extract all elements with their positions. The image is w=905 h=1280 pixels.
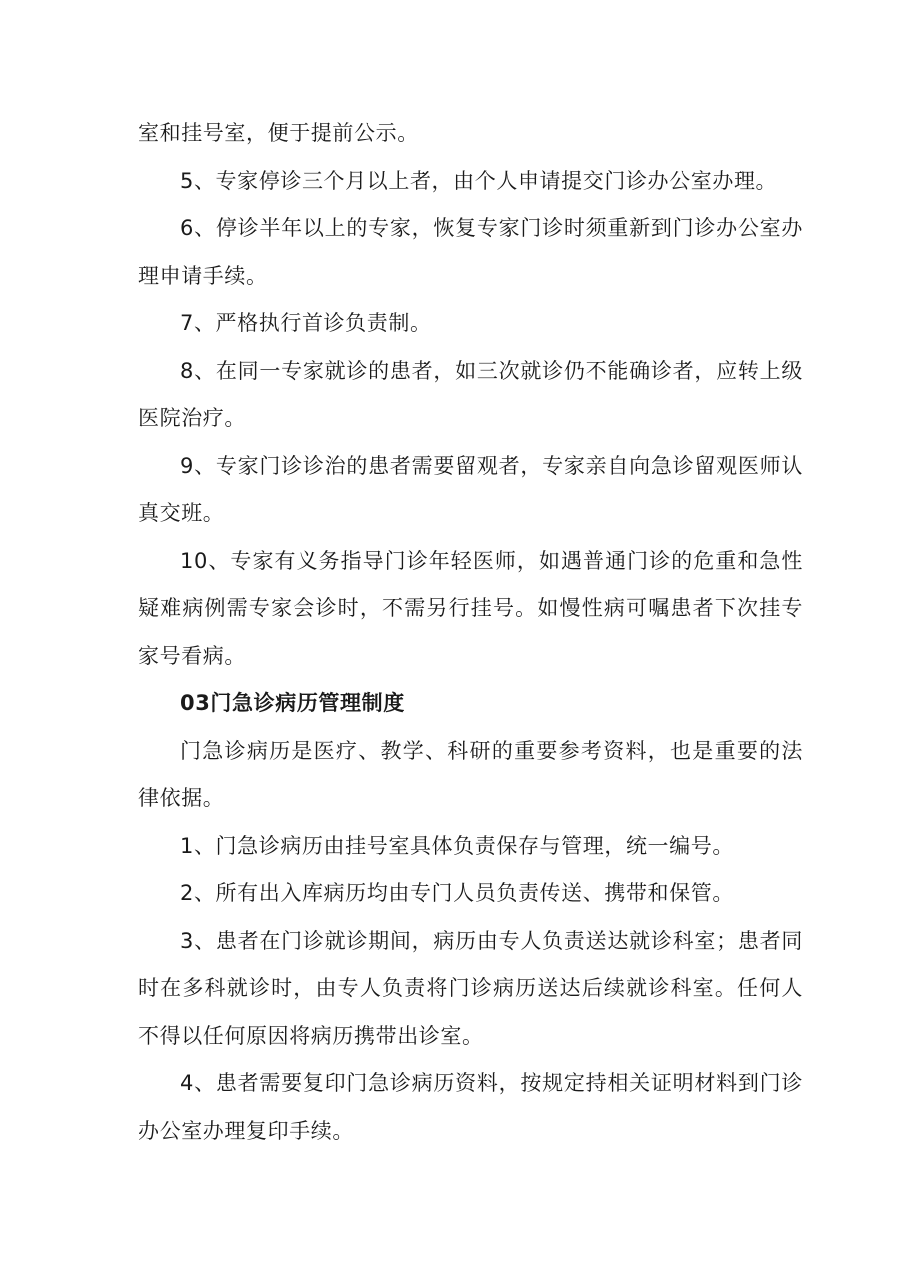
paragraph-item-10: 10、专家有义务指导门诊年轻医师，如遇普通门诊的危重和急性疑难病例需专家会诊时，不需另行挂号。如慢性病可嘱患者下次挂专家号看病。 [138, 548, 803, 668]
paragraph-item-5: 5、专家停诊三个月以上者，由个人申请提交门诊办公室办理。 [180, 168, 778, 193]
paragraph-item-7: 7、严格执行首诊负责制。 [180, 311, 432, 335]
document-body [138, 110, 803, 1155]
section-item-2: 2、所有出入库病历均由专门人员负责传送、携带和保管。 [180, 881, 734, 905]
section-heading: 03门急诊病历管理制度 [180, 691, 405, 715]
section-item-3: 3、患者在门诊就诊期间，病历由专人负责送达就诊科室；患者同时在多科就诊时，由专人负责将门诊病历送达后续就诊科室。任何人不得以任何原因将病历携带出诊室。 [138, 928, 803, 1048]
section-intro-paragraph: 门急诊病历是医疗、教学、科研的重要参考资料，也是重要的法律依据。 [138, 738, 803, 810]
paragraph-item-8: 8、在同一专家就诊的患者，如三次就诊仍不能确诊者，应转上级医院治疗。 [138, 358, 803, 430]
paragraph-continuation: 室和挂号室，便于提前公示。 [138, 121, 419, 145]
paragraph-item-6: 6、停诊半年以上的专家，恢复专家门诊时须重新到门诊办公室办理申请手续。 [138, 216, 803, 288]
section-item-4: 4、患者需要复印门急诊病历资料，按规定持相关证明材料到门诊办公室办理复印手续。 [138, 1071, 803, 1143]
section-item-1: 1、门急诊病历由挂号室具体负责保存与管理，统一编号。 [180, 833, 734, 858]
paragraph-item-9: 9、专家门诊诊治的患者需要留观者，专家亲自向急诊留观医师认真交班。 [138, 453, 803, 525]
